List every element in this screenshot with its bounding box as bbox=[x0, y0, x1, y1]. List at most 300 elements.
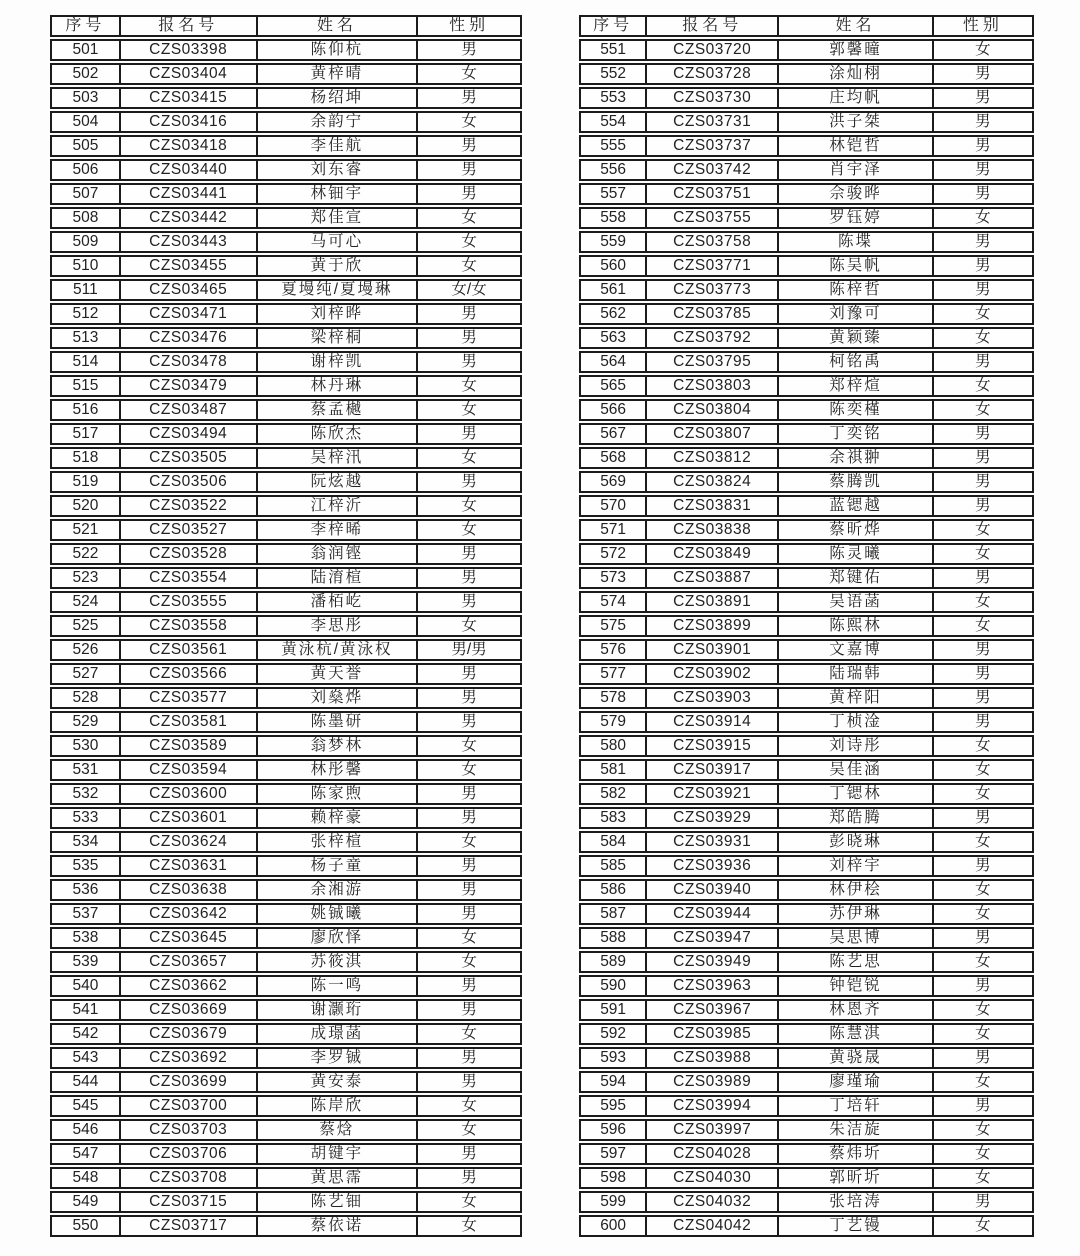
gender-cell: 男 bbox=[934, 279, 1034, 301]
name-cell: 杨子童 bbox=[258, 855, 418, 877]
gender-cell: 女 bbox=[418, 1095, 522, 1117]
table-row bbox=[579, 1023, 1034, 1045]
registration-number-cell: CZS03758 bbox=[647, 231, 779, 253]
serial-cell: 526 bbox=[50, 639, 121, 661]
name-cell: 余韵宁 bbox=[258, 111, 418, 133]
table-row bbox=[579, 1119, 1034, 1141]
registration-number-cell: CZS03692 bbox=[121, 1047, 258, 1069]
name-cell: 彭晓琳 bbox=[779, 831, 934, 853]
serial-cell: 521 bbox=[50, 519, 121, 541]
name-cell: 丁培轩 bbox=[779, 1095, 934, 1117]
name-cell: 潘栢屹 bbox=[258, 591, 418, 613]
gender-cell: 女 bbox=[418, 375, 522, 397]
table-row bbox=[50, 735, 522, 757]
registration-number-cell: CZS03967 bbox=[647, 999, 779, 1021]
name-cell: 蔡依诺 bbox=[258, 1215, 418, 1237]
serial-cell: 522 bbox=[50, 543, 121, 565]
table-row bbox=[579, 903, 1034, 925]
table-row bbox=[579, 1047, 1034, 1069]
registration-number-cell: CZS03638 bbox=[121, 879, 258, 901]
table-row bbox=[579, 135, 1034, 157]
name-cell: 涂灿栩 bbox=[779, 63, 934, 85]
name-cell: 陈灵曦 bbox=[779, 543, 934, 565]
gender-cell: 女 bbox=[418, 615, 522, 637]
gender-cell: 女 bbox=[934, 399, 1034, 421]
table-row bbox=[50, 399, 522, 421]
name-cell: 余湘游 bbox=[258, 879, 418, 901]
table-row bbox=[579, 1191, 1034, 1213]
serial-cell: 597 bbox=[579, 1143, 647, 1165]
gender-cell: 男 bbox=[418, 879, 522, 901]
serial-cell: 594 bbox=[579, 1071, 647, 1093]
registration-number-cell: CZS03505 bbox=[121, 447, 258, 469]
serial-cell: 556 bbox=[579, 159, 647, 181]
name-cell: 钟铠锐 bbox=[779, 975, 934, 997]
name-cell: 梁梓桐 bbox=[258, 327, 418, 349]
table-row bbox=[50, 903, 522, 925]
table-row bbox=[50, 111, 522, 133]
name-cell: 陈一鸣 bbox=[258, 975, 418, 997]
registration-number-cell: CZS03887 bbox=[647, 567, 779, 589]
table-row bbox=[579, 159, 1034, 181]
name-cell: 胡键宇 bbox=[258, 1143, 418, 1165]
table-row bbox=[579, 255, 1034, 277]
serial-cell: 560 bbox=[579, 255, 647, 277]
name-cell: 郑键佑 bbox=[779, 567, 934, 589]
gender-cell: 女 bbox=[934, 591, 1034, 613]
serial-cell: 557 bbox=[579, 183, 647, 205]
name-cell: 黄思霈 bbox=[258, 1167, 418, 1189]
table-row bbox=[50, 351, 522, 373]
table-row bbox=[50, 447, 522, 469]
registration-number-cell: CZS03997 bbox=[647, 1119, 779, 1141]
serial-cell: 549 bbox=[50, 1191, 121, 1213]
registration-number-cell: CZS03985 bbox=[647, 1023, 779, 1045]
gender-cell: 男 bbox=[934, 711, 1034, 733]
table-row bbox=[579, 639, 1034, 661]
serial-cell: 509 bbox=[50, 231, 121, 253]
serial-cell: 550 bbox=[50, 1215, 121, 1237]
serial-cell: 592 bbox=[579, 1023, 647, 1045]
table-row bbox=[50, 303, 522, 325]
serial-cell: 587 bbox=[579, 903, 647, 925]
registration-number-cell: CZS03891 bbox=[647, 591, 779, 613]
registration-number-cell: CZS03589 bbox=[121, 735, 258, 757]
table-row bbox=[50, 927, 522, 949]
name-cell: 林钿宇 bbox=[258, 183, 418, 205]
registration-number-cell: CZS03706 bbox=[121, 1143, 258, 1165]
name-cell: 陆瑞韩 bbox=[779, 663, 934, 685]
column-header-serial-cell: 序号 bbox=[579, 15, 647, 37]
name-cell: 丁桢淦 bbox=[779, 711, 934, 733]
serial-cell: 564 bbox=[579, 351, 647, 373]
serial-cell: 534 bbox=[50, 831, 121, 853]
registration-number-cell: CZS03600 bbox=[121, 783, 258, 805]
gender-cell: 男 bbox=[934, 1191, 1034, 1213]
registration-number-cell: CZS03755 bbox=[647, 207, 779, 229]
name-cell: 谢灏珩 bbox=[258, 999, 418, 1021]
registration-number-cell: CZS03989 bbox=[647, 1071, 779, 1093]
serial-cell: 513 bbox=[50, 327, 121, 349]
table-row bbox=[50, 375, 522, 397]
serial-cell: 542 bbox=[50, 1023, 121, 1045]
table-row bbox=[579, 39, 1034, 61]
table-row bbox=[579, 927, 1034, 949]
name-cell: 丁奕铭 bbox=[779, 423, 934, 445]
serial-cell: 516 bbox=[50, 399, 121, 421]
table-row bbox=[50, 879, 522, 901]
gender-cell: 男 bbox=[934, 855, 1034, 877]
table-row bbox=[579, 447, 1034, 469]
table-row bbox=[579, 1215, 1034, 1237]
gender-cell: 男 bbox=[418, 303, 522, 325]
gender-cell: 男 bbox=[418, 807, 522, 829]
serial-cell: 563 bbox=[579, 327, 647, 349]
registration-number-cell: CZS03899 bbox=[647, 615, 779, 637]
name-cell: 洪子桀 bbox=[779, 111, 934, 133]
registration-number-cell: CZS03645 bbox=[121, 927, 258, 949]
registration-number-cell: CZS03803 bbox=[647, 375, 779, 397]
name-cell: 罗钰婷 bbox=[779, 207, 934, 229]
gender-cell: 男 bbox=[418, 903, 522, 925]
table-row bbox=[50, 1095, 522, 1117]
gender-cell: 女/女 bbox=[418, 279, 522, 301]
serial-cell: 548 bbox=[50, 1167, 121, 1189]
registration-number-cell: CZS03728 bbox=[647, 63, 779, 85]
gender-cell: 男/男 bbox=[418, 639, 522, 661]
registration-number-cell: CZS03471 bbox=[121, 303, 258, 325]
table-row bbox=[50, 831, 522, 853]
gender-cell: 男 bbox=[418, 711, 522, 733]
registration-number-cell: CZS03931 bbox=[647, 831, 779, 853]
registration-number-cell: CZS03642 bbox=[121, 903, 258, 925]
serial-cell: 508 bbox=[50, 207, 121, 229]
gender-cell: 男 bbox=[418, 471, 522, 493]
registration-number-cell: CZS03708 bbox=[121, 1167, 258, 1189]
registration-number-cell: CZS03849 bbox=[647, 543, 779, 565]
registration-number-cell: CZS03441 bbox=[121, 183, 258, 205]
table-row bbox=[50, 1119, 522, 1141]
name-cell: 蔡炜圻 bbox=[779, 1143, 934, 1165]
name-cell: 刘梓晔 bbox=[258, 303, 418, 325]
name-cell: 黄天誉 bbox=[258, 663, 418, 685]
gender-cell: 女 bbox=[418, 1215, 522, 1237]
name-cell: 陈奕槿 bbox=[779, 399, 934, 421]
gender-cell: 女 bbox=[934, 951, 1034, 973]
roster-table-501-550 bbox=[50, 13, 522, 1239]
serial-cell: 579 bbox=[579, 711, 647, 733]
name-cell: 黄泳杭/黄泳权 bbox=[258, 639, 418, 661]
registration-number-cell: CZS03440 bbox=[121, 159, 258, 181]
serial-cell: 596 bbox=[579, 1119, 647, 1141]
gender-cell: 男 bbox=[934, 495, 1034, 517]
gender-cell: 男 bbox=[418, 543, 522, 565]
name-cell: 陈墨研 bbox=[258, 711, 418, 733]
serial-cell: 585 bbox=[579, 855, 647, 877]
serial-cell: 584 bbox=[579, 831, 647, 853]
table-row bbox=[50, 1167, 522, 1189]
registration-number-cell: CZS03737 bbox=[647, 135, 779, 157]
name-cell: 陈仰杭 bbox=[258, 39, 418, 61]
name-cell: 林丹琳 bbox=[258, 375, 418, 397]
gender-cell: 女 bbox=[934, 39, 1034, 61]
serial-cell: 559 bbox=[579, 231, 647, 253]
table-row bbox=[579, 615, 1034, 637]
name-cell: 廖瑾瑜 bbox=[779, 1071, 934, 1093]
name-cell: 黄梓阳 bbox=[779, 687, 934, 709]
table-row bbox=[579, 567, 1034, 589]
gender-cell: 女 bbox=[418, 399, 522, 421]
registration-number-cell: CZS03416 bbox=[121, 111, 258, 133]
name-cell: 张梓楦 bbox=[258, 831, 418, 853]
table-row bbox=[579, 303, 1034, 325]
serial-cell: 566 bbox=[579, 399, 647, 421]
table-row bbox=[579, 735, 1034, 757]
serial-cell: 595 bbox=[579, 1095, 647, 1117]
registration-number-cell: CZS03554 bbox=[121, 567, 258, 589]
table-row bbox=[579, 591, 1034, 613]
serial-cell: 525 bbox=[50, 615, 121, 637]
name-cell: 吴语菡 bbox=[779, 591, 934, 613]
registration-number-cell: CZS03773 bbox=[647, 279, 779, 301]
table-header bbox=[50, 15, 522, 37]
serial-cell: 547 bbox=[50, 1143, 121, 1165]
name-cell: 蓝锶越 bbox=[779, 495, 934, 517]
table-row bbox=[50, 1215, 522, 1237]
name-cell: 刘豫可 bbox=[779, 303, 934, 325]
gender-cell: 男 bbox=[934, 471, 1034, 493]
name-cell: 郑佳宣 bbox=[258, 207, 418, 229]
gender-cell: 女 bbox=[934, 615, 1034, 637]
registration-number-cell: CZS03795 bbox=[647, 351, 779, 373]
registration-number-cell: CZS03487 bbox=[121, 399, 258, 421]
gender-cell: 男 bbox=[418, 351, 522, 373]
registration-number-cell: CZS04032 bbox=[647, 1191, 779, 1213]
registration-number-cell: CZS03506 bbox=[121, 471, 258, 493]
name-cell: 陈家煦 bbox=[258, 783, 418, 805]
gender-cell: 男 bbox=[934, 567, 1034, 589]
registration-number-cell: CZS03594 bbox=[121, 759, 258, 781]
table-row bbox=[50, 999, 522, 1021]
serial-cell: 586 bbox=[579, 879, 647, 901]
gender-cell: 女 bbox=[934, 999, 1034, 1021]
registration-number-cell: CZS03963 bbox=[647, 975, 779, 997]
name-cell: 苏伊琳 bbox=[779, 903, 934, 925]
serial-cell: 517 bbox=[50, 423, 121, 445]
gender-cell: 男 bbox=[934, 135, 1034, 157]
registration-number-cell: CZS03555 bbox=[121, 591, 258, 613]
gender-cell: 男 bbox=[934, 927, 1034, 949]
serial-cell: 527 bbox=[50, 663, 121, 685]
registration-number-cell: CZS03581 bbox=[121, 711, 258, 733]
serial-cell: 576 bbox=[579, 639, 647, 661]
table-row bbox=[579, 1143, 1034, 1165]
registration-number-cell: CZS03669 bbox=[121, 999, 258, 1021]
table-row bbox=[50, 183, 522, 205]
gender-cell: 女 bbox=[418, 1119, 522, 1141]
gender-cell: 男 bbox=[934, 255, 1034, 277]
registration-number-cell: CZS03720 bbox=[647, 39, 779, 61]
table-row bbox=[50, 975, 522, 997]
gender-cell: 男 bbox=[934, 663, 1034, 685]
serial-cell: 573 bbox=[579, 567, 647, 589]
serial-cell: 504 bbox=[50, 111, 121, 133]
registration-number-cell: CZS04030 bbox=[647, 1167, 779, 1189]
table-row bbox=[579, 951, 1034, 973]
name-cell: 马可心 bbox=[258, 231, 418, 253]
table-body bbox=[50, 39, 522, 1237]
gender-cell: 女 bbox=[418, 495, 522, 517]
registration-number-cell: CZS03831 bbox=[647, 495, 779, 517]
registration-number-cell: CZS03679 bbox=[121, 1023, 258, 1045]
table-row bbox=[579, 279, 1034, 301]
registration-number-cell: CZS03804 bbox=[647, 399, 779, 421]
table-row bbox=[50, 855, 522, 877]
registration-number-cell: CZS03792 bbox=[647, 327, 779, 349]
name-cell: 佘骏晔 bbox=[779, 183, 934, 205]
registration-number-cell: CZS03715 bbox=[121, 1191, 258, 1213]
name-cell: 李思彤 bbox=[258, 615, 418, 637]
table-row bbox=[50, 1191, 522, 1213]
registration-number-cell: CZS03903 bbox=[647, 687, 779, 709]
table-row bbox=[50, 783, 522, 805]
registration-number-cell: CZS03929 bbox=[647, 807, 779, 829]
table-row bbox=[50, 63, 522, 85]
registration-number-cell: CZS03742 bbox=[647, 159, 779, 181]
name-cell: 黄梓晴 bbox=[258, 63, 418, 85]
table-row bbox=[50, 951, 522, 973]
serial-cell: 541 bbox=[50, 999, 121, 1021]
serial-cell: 599 bbox=[579, 1191, 647, 1213]
registration-number-cell: CZS03947 bbox=[647, 927, 779, 949]
table-row bbox=[50, 279, 522, 301]
table-row bbox=[50, 663, 522, 685]
name-cell: 李梓晞 bbox=[258, 519, 418, 541]
gender-cell: 男 bbox=[418, 1167, 522, 1189]
gender-cell: 女 bbox=[418, 735, 522, 757]
name-cell: 陈堞 bbox=[779, 231, 934, 253]
table-row bbox=[50, 591, 522, 613]
gender-cell: 女 bbox=[418, 759, 522, 781]
gender-cell: 女 bbox=[934, 543, 1034, 565]
name-cell: 郭馨曈 bbox=[779, 39, 934, 61]
gender-cell: 女 bbox=[934, 1119, 1034, 1141]
registration-number-cell: CZS03824 bbox=[647, 471, 779, 493]
name-cell: 姚铖曦 bbox=[258, 903, 418, 925]
name-cell: 蔡孟樾 bbox=[258, 399, 418, 421]
registration-number-cell: CZS03717 bbox=[121, 1215, 258, 1237]
registration-number-cell: CZS03528 bbox=[121, 543, 258, 565]
gender-cell: 女 bbox=[934, 1167, 1034, 1189]
serial-cell: 520 bbox=[50, 495, 121, 517]
serial-cell: 529 bbox=[50, 711, 121, 733]
table-row bbox=[50, 495, 522, 517]
name-cell: 陈梓哲 bbox=[779, 279, 934, 301]
gender-cell: 男 bbox=[418, 39, 522, 61]
registration-number-cell: CZS03936 bbox=[647, 855, 779, 877]
name-cell: 陈艺思 bbox=[779, 951, 934, 973]
registration-number-cell: CZS03914 bbox=[647, 711, 779, 733]
table-row bbox=[50, 423, 522, 445]
name-cell: 翁梦林 bbox=[258, 735, 418, 757]
table-row bbox=[579, 1071, 1034, 1093]
serial-cell: 511 bbox=[50, 279, 121, 301]
table-row bbox=[579, 879, 1034, 901]
registration-number-cell: CZS03751 bbox=[647, 183, 779, 205]
table-row bbox=[579, 975, 1034, 997]
gender-cell: 男 bbox=[934, 807, 1034, 829]
name-cell: 林恩齐 bbox=[779, 999, 934, 1021]
gender-cell: 男 bbox=[934, 183, 1034, 205]
registration-number-cell: CZS03566 bbox=[121, 663, 258, 685]
serial-cell: 528 bbox=[50, 687, 121, 709]
registration-number-cell: CZS03949 bbox=[647, 951, 779, 973]
name-cell: 江梓沂 bbox=[258, 495, 418, 517]
name-cell: 成璟菡 bbox=[258, 1023, 418, 1045]
name-cell: 黄骁晟 bbox=[779, 1047, 934, 1069]
table-row bbox=[579, 831, 1034, 853]
gender-cell: 男 bbox=[934, 63, 1034, 85]
registration-number-cell: CZS03476 bbox=[121, 327, 258, 349]
gender-cell: 女 bbox=[934, 1215, 1034, 1237]
table-row bbox=[579, 1095, 1034, 1117]
table-row bbox=[579, 783, 1034, 805]
name-cell: 郭昕圻 bbox=[779, 1167, 934, 1189]
serial-cell: 507 bbox=[50, 183, 121, 205]
gender-cell: 女 bbox=[418, 831, 522, 853]
name-cell: 陈艺钿 bbox=[258, 1191, 418, 1213]
registration-number-cell: CZS03700 bbox=[121, 1095, 258, 1117]
serial-cell: 568 bbox=[579, 447, 647, 469]
serial-cell: 546 bbox=[50, 1119, 121, 1141]
gender-cell: 男 bbox=[934, 87, 1034, 109]
serial-cell: 544 bbox=[50, 1071, 121, 1093]
name-cell: 柯铭禹 bbox=[779, 351, 934, 373]
name-cell: 陈慧淇 bbox=[779, 1023, 934, 1045]
serial-cell: 515 bbox=[50, 375, 121, 397]
serial-cell: 524 bbox=[50, 591, 121, 613]
table-row bbox=[579, 663, 1034, 685]
serial-cell: 574 bbox=[579, 591, 647, 613]
registration-number-cell: CZS03901 bbox=[647, 639, 779, 661]
gender-cell: 男 bbox=[418, 423, 522, 445]
name-cell: 陈熙林 bbox=[779, 615, 934, 637]
registration-number-cell: CZS03657 bbox=[121, 951, 258, 973]
table-row bbox=[50, 39, 522, 61]
serial-cell: 510 bbox=[50, 255, 121, 277]
registration-number-cell: CZS03455 bbox=[121, 255, 258, 277]
registration-number-cell: CZS03624 bbox=[121, 831, 258, 853]
serial-cell: 558 bbox=[579, 207, 647, 229]
registration-number-cell: CZS04042 bbox=[647, 1215, 779, 1237]
registration-number-cell: CZS03558 bbox=[121, 615, 258, 637]
gender-cell: 男 bbox=[418, 687, 522, 709]
serial-cell: 523 bbox=[50, 567, 121, 589]
gender-cell: 男 bbox=[418, 783, 522, 805]
name-cell: 张培涛 bbox=[779, 1191, 934, 1213]
gender-cell: 男 bbox=[934, 111, 1034, 133]
gender-cell: 男 bbox=[418, 1143, 522, 1165]
serial-cell: 577 bbox=[579, 663, 647, 685]
name-cell: 文嘉博 bbox=[779, 639, 934, 661]
gender-cell: 男 bbox=[418, 183, 522, 205]
table-row bbox=[50, 567, 522, 589]
gender-cell: 女 bbox=[934, 783, 1034, 805]
name-cell: 黄于欣 bbox=[258, 255, 418, 277]
table-row bbox=[579, 807, 1034, 829]
name-cell: 李佳航 bbox=[258, 135, 418, 157]
gender-cell: 女 bbox=[418, 1023, 522, 1045]
